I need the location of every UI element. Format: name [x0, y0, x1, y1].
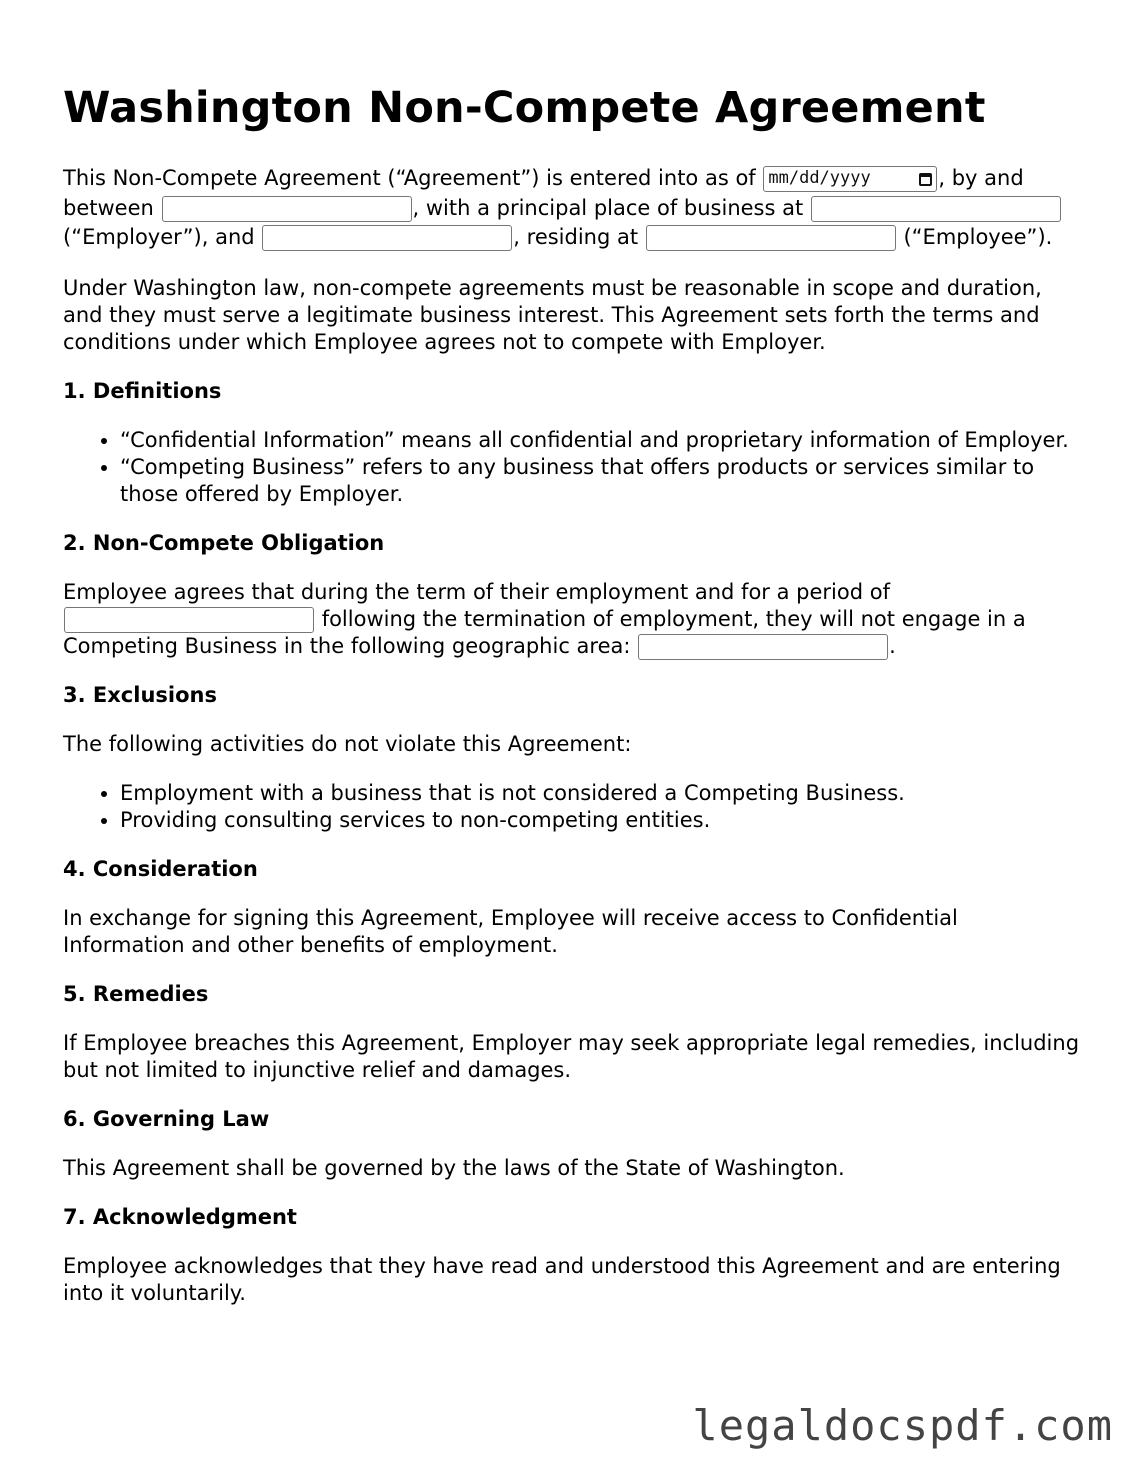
- exclusions-list: [63, 780, 1083, 834]
- obligation-text-3: .: [889, 633, 896, 658]
- obligation-heading: 2. Non-Compete Obligation: [63, 530, 385, 555]
- intro-text-1: This Non-Compete Agreement (“Agreement”) is entered into as of: [63, 166, 756, 190]
- consideration-paragraph: In exchange for signing this Agreement, Employee will receive access to Confidential Information and other benefits of employment.: [63, 905, 958, 957]
- acknowledgment-paragraph: Employee acknowledges that they have read and understood this Agreement and are entering into it voluntarily.: [63, 1253, 1061, 1305]
- definitions-list: [63, 427, 1083, 508]
- employer-name-field[interactable]: [162, 196, 412, 222]
- employee-name-field[interactable]: [262, 225, 512, 251]
- obligation-text-1: Employee agrees that during the term of their employment and for a period of: [63, 579, 890, 604]
- intro-paragraph: [63, 164, 1083, 253]
- exclusions-heading: 3. Exclusions: [63, 682, 217, 707]
- employer-address-field[interactable]: [811, 196, 1061, 222]
- list-item: • “Confidential Information” means all confidential and proprietary information of Employer.: [120, 427, 1083, 454]
- governing-law-heading: 6. Governing Law: [63, 1106, 270, 1131]
- list-item: • Providing consulting services to non-competing entities.: [120, 807, 1083, 834]
- document: [63, 0, 1083, 1307]
- preamble-paragraph: Under Washington law, non-compete agreements must be reasonable in scope and duration, and they must serve a legitimate business interest. This Agreement sets forth the terms and conditions under which Employee agrees not to compete with Employer.: [63, 275, 1042, 354]
- employee-address-field[interactable]: [646, 225, 896, 251]
- intro-text-6: (“Employee”).: [903, 225, 1053, 249]
- intro-text-4: (“Employer”), and: [63, 225, 255, 249]
- exclusions-paragraph: The following activities do not violate this Agreement:: [63, 731, 632, 756]
- obligation-paragraph: [63, 579, 1083, 660]
- consideration-heading: 4. Consideration: [63, 856, 258, 881]
- acknowledgment-heading: 7. Acknowledgment: [63, 1204, 297, 1229]
- intro-text-3: , with a principal place of business at: [412, 195, 804, 220]
- geographic-area-field[interactable]: [638, 634, 888, 660]
- definitions-heading: 1. Definitions: [63, 378, 222, 403]
- obligation-text-2: following the termination of employment, they will not engage in a Competing Business in the following geographic area:: [63, 606, 1026, 658]
- agreement-date-input[interactable]: [763, 166, 937, 192]
- document-title: Washington Non-Compete Agreement: [63, 83, 986, 133]
- governing-law-paragraph: This Agreement shall be governed by the laws of the State of Washington.: [63, 1155, 845, 1180]
- watermark: legaldocspdf.com: [692, 1401, 1113, 1450]
- remedies-paragraph: If Employee breaches this Agreement, Employer may seek appropriate legal remedies, including but not limited to injunctive relief and damages.: [63, 1030, 1080, 1082]
- intro-text-5: , residing at: [513, 225, 639, 249]
- remedies-heading: 5. Remedies: [63, 981, 209, 1006]
- non-compete-period-field[interactable]: [64, 607, 314, 633]
- intro-text-2: , by and between: [63, 166, 1024, 220]
- list-item: • “Competing Business” refers to any business that offers products or services similar to those offered by Employer.: [120, 454, 1083, 508]
- list-item: • Employment with a business that is not considered a Competing Business.: [120, 780, 1083, 807]
- calendar-icon[interactable]: [919, 173, 932, 186]
- date-placeholder: mm/dd/yyyy: [768, 168, 871, 189]
